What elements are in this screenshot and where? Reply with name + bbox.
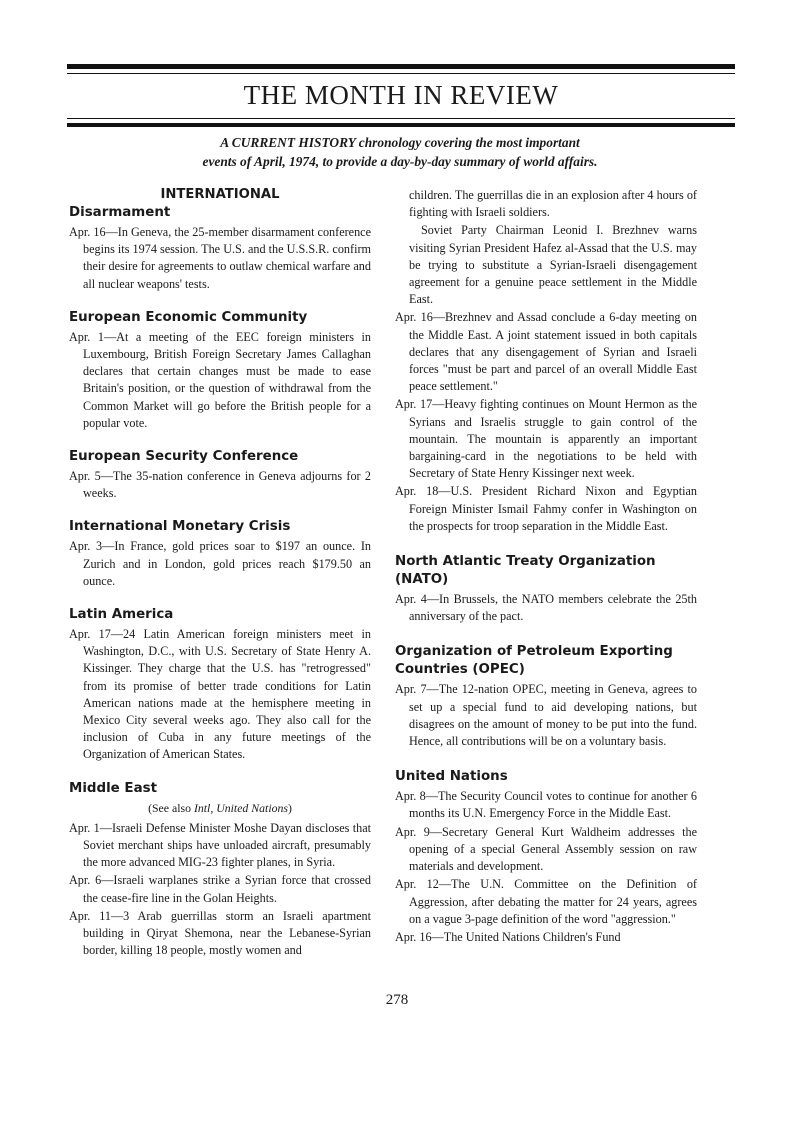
entry-eec-apr1: Apr. 1—At a meeting of the EEC foreign ministers in Luxembourg, British Foreign Secretary James Callaghan declares that certain changes must be made to ease Britain's position, or the question of withdrawal from the Common Market will go before the British people for a popular vote.	[69, 329, 371, 430]
entry-latin-apr17: Apr. 17—24 Latin American foreign ministers meet in Washington, D.C., with U.S. Secretary of State Henry A. Kissinger. They charge that the U.S. has "retrogressed" from its promise of better trade conditions for Latin American nations made at the hemisphere meeting in Mexico City several weeks ago. They also call for the inclusion of Cuba in any future meetings of the Organization of American States.	[69, 627, 371, 762]
see-also-suffix: )	[287, 800, 292, 815]
subtitle-line-2: events of April, 1974, to provide a day-by-day summary of world affairs.	[202, 154, 598, 169]
opec-heading-line-2: Countries (OPEC)	[395, 662, 525, 678]
see-also-prefix: (See also	[148, 800, 191, 815]
section-heading-disarmament: Disarmament	[69, 205, 171, 220]
subtitle-line-1: A CURRENT HISTORY chronology covering the most important	[220, 135, 580, 150]
section-heading-eec: European Economic Community	[69, 309, 308, 325]
chronology-subtitle	[100, 133, 700, 171]
thick-rule	[67, 123, 735, 127]
entry-security-apr5: Apr. 5—The 35-nation conference in Geneva adjourns for 2 weeks.	[69, 469, 371, 501]
see-also-note	[69, 800, 371, 817]
left-column	[69, 186, 371, 961]
section-heading-latin-america: Latin America	[69, 607, 174, 623]
entry-un-apr16: Apr. 16—The United Nations Children's Fund	[395, 929, 621, 944]
section-heading-nato	[395, 553, 697, 589]
opec-heading-line-1: Organization of Petroleum Exporting	[395, 644, 673, 660]
masthead-title: THE MONTH IN REVIEW	[243, 80, 559, 110]
entry-un-apr9: Apr. 9—Secretary General Kurt Waldheim addresses the opening of a special General Assembly session on raw materials and development.	[395, 824, 697, 874]
entry-nato-apr4: Apr. 4—In Brussels, the NATO members celebrate the 25th anniversary of the pact.	[395, 592, 697, 624]
thin-rule	[67, 73, 735, 74]
entry-disarmament-apr16: Apr. 16—In Geneva, the 25-member disarmament conference begins its 1974 session. The U.S. and the U.S.S.R. confirm their desire for agreements to outlaw chemical warfare and all nuclear weapons' tests.	[69, 225, 371, 291]
entry-mideast-apr6: Apr. 6—Israeli warplanes strike a Syrian force that crossed the cease-fire line in the Golan Heights.	[69, 873, 371, 905]
entry-un-apr12: Apr. 12—The U.N. Committee on the Definition of Aggression, after debating the matter for 24 years, agrees on a vague 3-page definition of the word "aggression."	[395, 877, 697, 926]
thick-rule	[67, 64, 735, 69]
masthead-bottom-rules	[67, 118, 735, 127]
entry-mideast-apr16: Apr. 16—Brezhnev and Assad conclude a 6-day meeting on the Middle East. A joint statement issued in both capitals declares that any disengagement of Syrian and Israeli forces "must be part and parcel of an overall Middle East peace settlement."	[395, 310, 697, 394]
section-heading-opec	[395, 643, 697, 679]
entry-mideast-apr11-continued: children. The guerrillas die in an explosion after 4 hours of fighting with Israeli soldiers.	[409, 188, 697, 220]
entry-mideast-apr1: Apr. 1—Israeli Defense Minister Moshe Dayan discloses that Soviet merchant ships have unloaded aircraft, presumably the more advanced MIG-23 fighter planes, in Syria.	[69, 820, 371, 870]
entry-mideast-apr18: Apr. 18—U.S. President Richard Nixon and Egyptian Foreign Minister Ismail Fahmy confer in Washington on the prospects for troop separation in the Middle East.	[395, 484, 697, 533]
thin-rule	[67, 118, 735, 119]
entry-mideast-apr17: Apr. 17—Heavy fighting continues on Mount Hermon as the Syrians and Israelis struggle to gain control of the mountain. The mountain is apparently an important bargaining-card in the negotiations to be held with Secretary of State Henry Kissinger next week.	[395, 397, 697, 481]
see-also-reference: Intl, United Nations	[193, 800, 288, 815]
entry-opec-apr7: Apr. 7—The 12-nation OPEC, meeting in Geneva, agrees to set up a special fund to aid developing nations, but disagrees on the amount of money to be put into the fund. Hence, all contributions will be on a voluntary basis.	[395, 682, 697, 749]
entry-monetary-apr3: Apr. 3—In France, gold prices soar to $197 an ounce. In Zurich and in London, gold prices reach $179.50 an ounce.	[69, 539, 371, 588]
right-column	[395, 187, 697, 947]
entry-mideast-apr11: Apr. 11—3 Arab guerrillas storm an Israeli apartment building in Qiryat Shemona, near the Lebanese-Syrian border, killing 18 people, mostly women and	[69, 908, 371, 958]
international-heading: INTERNATIONAL	[160, 187, 280, 202]
section-heading-monetary-crisis: International Monetary Crisis	[69, 519, 291, 535]
page-number: 278	[385, 992, 409, 1008]
nato-heading-line-1: North Atlantic Treaty Organization	[395, 554, 656, 570]
section-heading-middle-east: Middle East	[69, 780, 157, 796]
section-heading-united-nations: United Nations	[395, 769, 508, 785]
nato-heading-line-2: (NATO)	[395, 572, 449, 588]
section-heading-security-conference: European Security Conference	[69, 449, 299, 465]
paragraph-brezhnev-warning: Soviet Party Chairman Leonid I. Brezhnev warns visiting Syrian President Hafez al-Assad that the U.S. may be trying to substitute a Syrian-Israeli disengagement agreement for a genuine peace settlement in the Middle East.	[409, 223, 697, 307]
masthead-top-rules	[67, 64, 735, 74]
entry-un-apr8: Apr. 8—The Security Council votes to continue for another 6 months its U.N. Emergency Force in the Middle East.	[395, 789, 697, 821]
